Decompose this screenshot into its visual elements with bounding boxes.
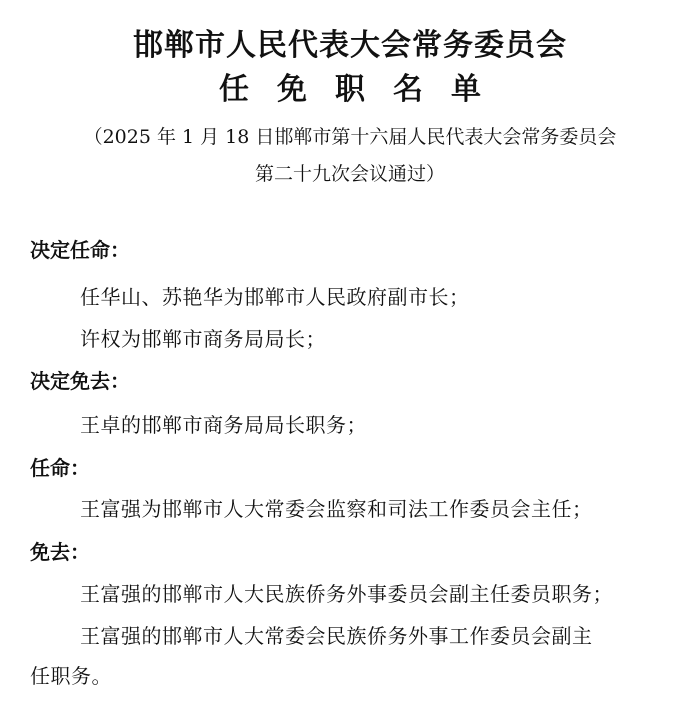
list-item: 王富强的邯郸市人大民族侨务外事委员会副主任委员职务；: [80, 582, 613, 606]
section-heading-decide-appoint: 决定任命：: [30, 238, 130, 262]
list-item: 许权为邯郸市商务局局长；: [80, 327, 326, 351]
list-item: 任华山、苏艳华为邯郸市人民政府副市长；: [80, 285, 470, 309]
list-item: 王卓的邯郸市商务局局长职务；: [80, 413, 367, 437]
document-title-line2: 任免职名单: [219, 72, 509, 107]
list-item: 王富强为邯郸市人大常委会监察和司法工作委员会主任；: [80, 497, 593, 521]
section-heading-decide-remove: 决定免去：: [30, 369, 130, 393]
section-heading-appoint: 任命：: [30, 456, 90, 480]
document-subtitle-line1: （2025 年 1 月 18 日邯郸市第十六届人民代表大会常务委员会: [83, 126, 617, 148]
list-item: 王富强的邯郸市人大常委会民族侨务外事工作委员会副主: [80, 624, 593, 648]
section-heading-remove: 免去：: [30, 540, 90, 564]
document-subtitle-line2: 第二十九次会议通过）: [254, 163, 445, 185]
list-item-continuation: 任职务。: [30, 664, 112, 688]
document-title-line1: 邯郸市人民代表大会常务委员会: [133, 28, 567, 63]
